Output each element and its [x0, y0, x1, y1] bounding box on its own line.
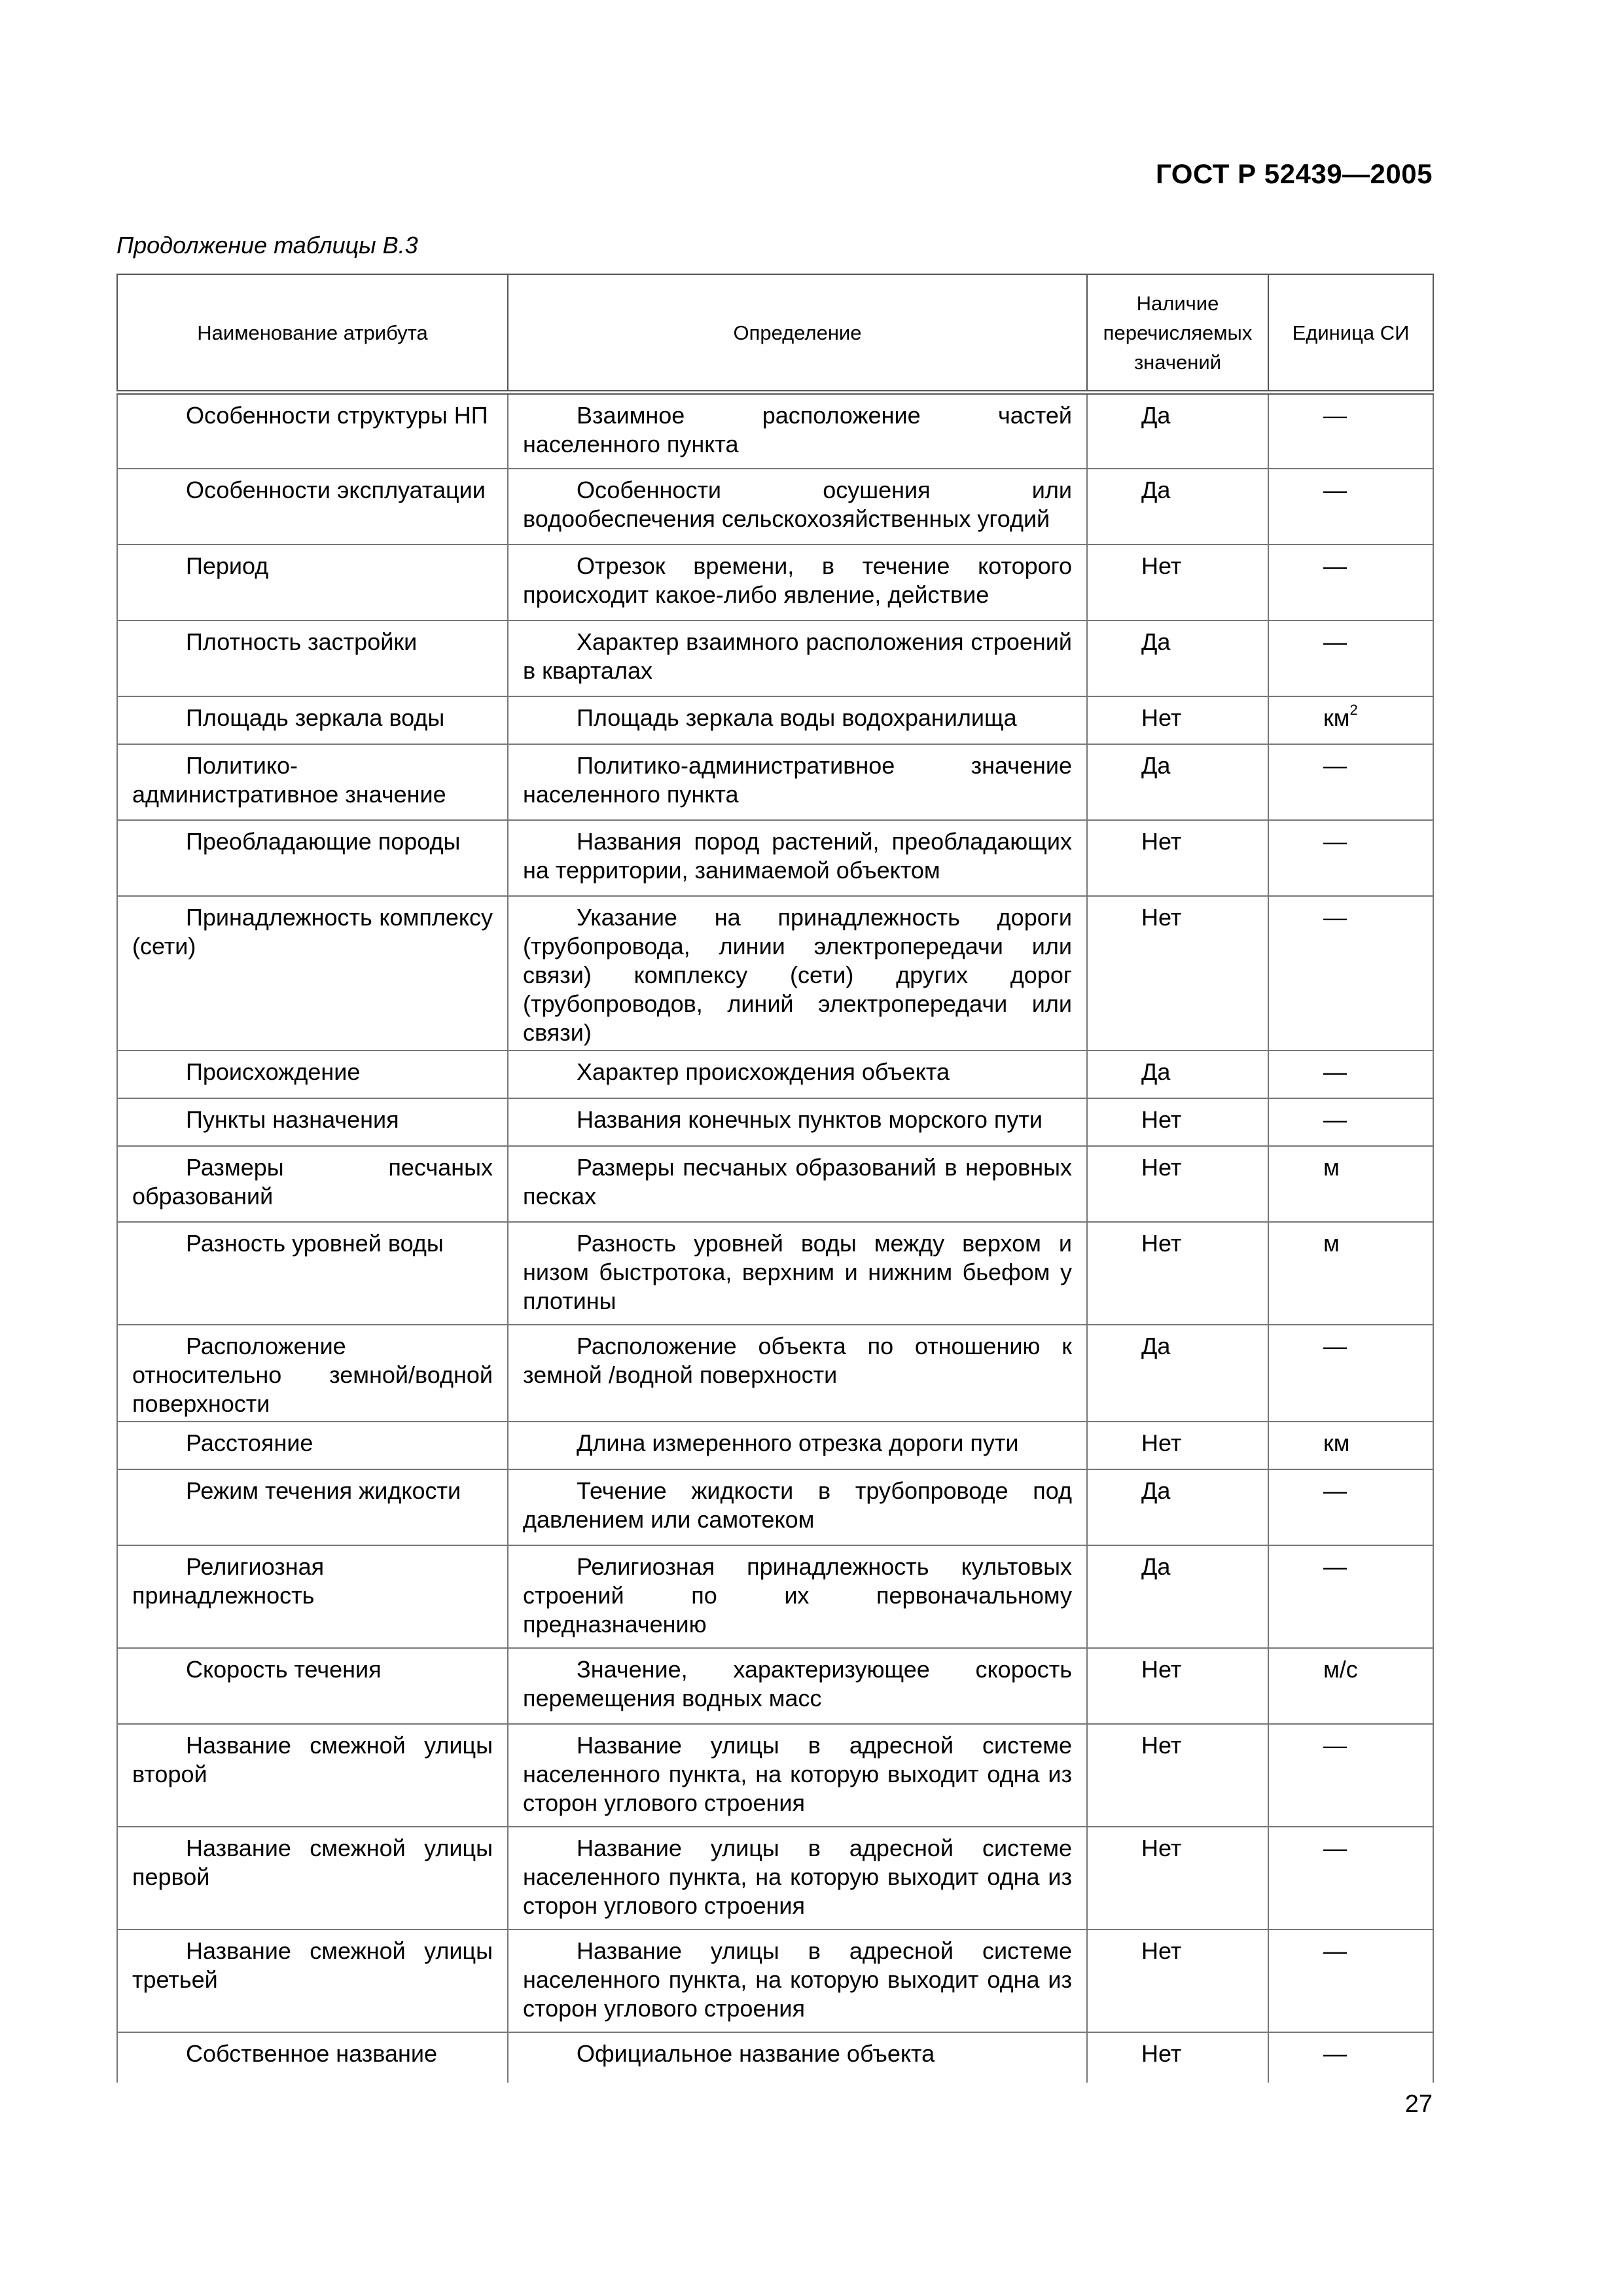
unit-cell	[1268, 1827, 1433, 1929]
attribute-name-cell-text: Размеры песчаных образований	[132, 1153, 493, 1210]
definition-cell-text: Отрезок времени, в течение которого происходит какое-либо явление, действие	[523, 552, 1072, 608]
enumerated-cell-text: Нет	[1141, 1655, 1182, 1683]
unit-cell	[1268, 1050, 1433, 1098]
attribute-name-cell-text: Расстояние	[186, 1429, 313, 1456]
enumerated-cell	[1087, 1222, 1268, 1325]
enumerated-cell-text: Да	[1141, 751, 1171, 779]
unit-cell	[1268, 820, 1433, 896]
unit-cell	[1268, 2032, 1433, 2083]
unit-cell	[1268, 1724, 1433, 1827]
attribute-name-cell	[117, 2032, 508, 2083]
definition-cell-text: Разность уровней воды между верхом и низом быстротока, верхним и нижним бьефом у плотины	[523, 1229, 1072, 1314]
attribute-name-cell-text: Название смежной улицы второй	[132, 1731, 493, 1787]
table-header-row	[117, 274, 1433, 393]
unit-cell-text: м	[1323, 1229, 1340, 1257]
definition-cell-text: Указание на принадлежность дороги (трубопровода, линии электропередачи или связи) комплексу (сети) других дорог (трубопроводов, линий электропередачи или связи)	[523, 903, 1072, 1046]
attribute-name-cell-text: Особенности эксплуатации	[186, 476, 486, 503]
definition-cell	[508, 820, 1087, 896]
column-header-enumerated: Наличие перечисляемых значений	[1087, 274, 1268, 393]
column-header-definition: Определение	[508, 274, 1087, 393]
enumerated-cell-text: Да	[1141, 402, 1171, 429]
attribute-name-cell-text: Разность уровней воды	[186, 1229, 444, 1257]
column-header-unit: Единица СИ	[1268, 274, 1433, 393]
enumerated-cell	[1087, 1469, 1268, 1545]
attribute-name-cell	[117, 896, 508, 1050]
definition-cell	[508, 1469, 1087, 1545]
enumerated-cell-text: Нет	[1141, 1834, 1182, 1861]
unit-cell	[1268, 744, 1433, 820]
definition-cell-text: Характер происхождения объекта	[577, 1058, 950, 1085]
standard-code: ГОСТ Р 52439—2005	[1156, 158, 1433, 189]
enumerated-cell	[1087, 1648, 1268, 1724]
unit-cell-text: —	[1323, 1834, 1347, 1861]
definition-cell	[508, 393, 1087, 469]
definition-cell	[508, 696, 1087, 744]
table-row	[117, 1545, 1433, 1648]
unit-cell-text: —	[1323, 1937, 1347, 1964]
definition-cell-text: Длина измеренного отрезка дороги пути	[577, 1429, 1019, 1456]
table-row	[117, 620, 1433, 696]
definition-cell	[508, 896, 1087, 1050]
definition-cell	[508, 1050, 1087, 1098]
table-row	[117, 1469, 1433, 1545]
definition-cell-text: Значение, характеризующее скорость перемещения водных масс	[523, 1655, 1072, 1712]
unit-superscript: 2	[1349, 701, 1358, 718]
unit-cell-text: км	[1323, 1429, 1350, 1456]
definition-cell-text: Название улицы в адресной системе населенного пункта, на которую выходит одна из сторон углового строения	[523, 1834, 1072, 1919]
attribute-name-cell	[117, 1545, 508, 1648]
unit-cell	[1268, 1146, 1433, 1222]
unit-cell	[1268, 545, 1433, 620]
attribute-name-cell	[117, 1146, 508, 1222]
attribute-name-cell	[117, 1325, 508, 1422]
attribute-name-cell-text: Площадь зеркала воды	[186, 704, 445, 731]
attribute-name-cell-text: Собственное название	[186, 2039, 438, 2067]
unit-cell	[1268, 1469, 1433, 1545]
definition-cell	[508, 1222, 1087, 1325]
definition-cell	[508, 2032, 1087, 2083]
attribute-name-cell-text: Расположение относительно земной/водной поверхности	[132, 1332, 493, 1417]
attribute-name-cell	[117, 1222, 508, 1325]
enumerated-cell	[1087, 744, 1268, 820]
unit-cell-text: —	[1323, 476, 1347, 503]
definition-cell-text: Названия пород растений, преобладающих на территории, занимаемой объектом	[523, 827, 1072, 884]
enumerated-cell-text: Нет	[1141, 2039, 1182, 2067]
definition-cell	[508, 620, 1087, 696]
unit-cell-text: —	[1323, 1552, 1347, 1580]
unit-cell-text: —	[1323, 1105, 1347, 1133]
enumerated-cell-text: Да	[1141, 1058, 1171, 1085]
attribute-name-cell	[117, 1098, 508, 1146]
enumerated-cell	[1087, 1422, 1268, 1469]
definition-cell	[508, 1098, 1087, 1146]
definition-cell-text: Религиозная принадлежность культовых строений по их первоначальному предназначению	[523, 1552, 1072, 1638]
attribute-name-cell-text: Название смежной улицы первой	[132, 1834, 493, 1890]
enumerated-cell	[1087, 896, 1268, 1050]
enumerated-cell	[1087, 620, 1268, 696]
enumerated-cell	[1087, 820, 1268, 896]
unit-cell	[1268, 1222, 1433, 1325]
attribute-name-cell	[117, 545, 508, 620]
enumerated-cell	[1087, 545, 1268, 620]
enumerated-cell-text: Нет	[1141, 1229, 1182, 1257]
attribute-name-cell	[117, 744, 508, 820]
table-row	[117, 1929, 1433, 2032]
page-number: 27	[1404, 2090, 1433, 2118]
attribute-name-cell-text: Режим течения жидкости	[186, 1477, 461, 1504]
table-row	[117, 744, 1433, 820]
definition-cell	[508, 1146, 1087, 1222]
definition-cell-text: Политико-административное значение населенного пункта	[523, 751, 1072, 808]
table-row	[117, 2032, 1433, 2083]
attribute-name-cell-text: Название смежной улицы третьей	[132, 1937, 493, 1993]
attribute-name-cell	[117, 1422, 508, 1469]
table-row	[117, 1724, 1433, 1827]
attribute-name-cell-text: Особенности структуры НП	[186, 402, 488, 429]
table-continuation-caption: Продолжение таблицы В.3	[116, 232, 418, 259]
unit-cell-text: —	[1323, 402, 1347, 429]
unit-cell	[1268, 1929, 1433, 2032]
definition-cell	[508, 1325, 1087, 1422]
enumerated-cell-text: Да	[1141, 1332, 1171, 1359]
attribute-name-cell-text: Религиозная принадлежность	[132, 1552, 325, 1609]
attribute-name-cell-text: Политико-административное значение	[132, 751, 446, 808]
definition-cell-text: Названия конечных пунктов морского пути	[577, 1105, 1043, 1133]
attribute-name-cell	[117, 1469, 508, 1545]
enumerated-cell-text: Да	[1141, 1477, 1171, 1504]
definition-cell-text: Название улицы в адресной системе населенного пункта, на которую выходит одна из сторон углового строения	[523, 1937, 1072, 2022]
unit-cell-text: —	[1323, 903, 1347, 931]
definition-cell-text: Взаимное расположение частей населенного пункта	[523, 402, 1072, 457]
definition-cell	[508, 1827, 1087, 1929]
attribute-name-cell	[117, 1929, 508, 2032]
table-row	[117, 1827, 1433, 1929]
definition-cell-text: Название улицы в адресной системе населенного пункта, на которую выходит одна из сторон углового строения	[523, 1731, 1072, 1816]
enumerated-cell-text: Нет	[1141, 1153, 1182, 1181]
attributes-table	[116, 274, 1434, 2083]
attribute-name-cell	[117, 820, 508, 896]
enumerated-cell	[1087, 1050, 1268, 1098]
unit-cell-text: —	[1323, 1058, 1347, 1085]
table-row	[117, 896, 1433, 1050]
enumerated-cell	[1087, 1325, 1268, 1422]
definition-cell-text: Течение жидкости в трубопроводе под давлением или самотеком	[523, 1477, 1072, 1533]
definition-cell-text: Особенности осушения или водообеспечения сельскохозяйственных угодий	[523, 476, 1072, 532]
attribute-name-cell	[117, 620, 508, 696]
attribute-name-cell-text: Скорость течения	[186, 1655, 382, 1683]
enumerated-cell	[1087, 1545, 1268, 1648]
definition-cell	[508, 1545, 1087, 1648]
attribute-name-cell	[117, 393, 508, 469]
attribute-name-cell	[117, 1724, 508, 1827]
enumerated-cell-text: Да	[1141, 1552, 1171, 1580]
attribute-name-cell	[117, 696, 508, 744]
attribute-name-cell-text: Период	[186, 552, 269, 579]
attribute-name-cell-text: Пункты назначения	[186, 1105, 399, 1133]
unit-cell	[1268, 1422, 1433, 1469]
definition-cell-text: Расположение объекта по отношению к земной /водной поверхности	[523, 1332, 1072, 1388]
enumerated-cell-text: Да	[1141, 628, 1171, 655]
table-row	[117, 469, 1433, 545]
enumerated-cell-text: Нет	[1141, 1731, 1182, 1759]
enumerated-cell	[1087, 696, 1268, 744]
enumerated-cell	[1087, 1929, 1268, 2032]
enumerated-cell	[1087, 1724, 1268, 1827]
unit-cell-text: км	[1323, 704, 1350, 731]
unit-cell	[1268, 1648, 1433, 1724]
table-row	[117, 393, 1433, 469]
unit-cell	[1268, 1325, 1433, 1422]
enumerated-cell	[1087, 393, 1268, 469]
attribute-name-cell	[117, 1050, 508, 1098]
definition-cell-text: Площадь зеркала воды водохранилища	[577, 704, 1017, 731]
unit-cell	[1268, 1545, 1433, 1648]
enumerated-cell	[1087, 469, 1268, 545]
definition-cell-text: Характер взаимного расположения строений в кварталах	[523, 628, 1072, 684]
enumerated-cell	[1087, 1827, 1268, 1929]
attribute-name-cell-text: Происхождение	[186, 1058, 361, 1085]
table-row	[117, 1050, 1433, 1098]
table-row	[117, 1422, 1433, 1469]
unit-cell-text: —	[1323, 1332, 1347, 1359]
definition-cell	[508, 1929, 1087, 2032]
unit-cell-text: —	[1323, 751, 1347, 779]
unit-cell-text: —	[1323, 1731, 1347, 1759]
attribute-name-cell	[117, 1648, 508, 1724]
table-body	[117, 393, 1433, 2083]
unit-cell-text: —	[1323, 628, 1347, 655]
table-row	[117, 1222, 1433, 1325]
table-row	[117, 1648, 1433, 1724]
unit-cell	[1268, 696, 1433, 744]
definition-cell	[508, 545, 1087, 620]
enumerated-cell-text: Нет	[1141, 827, 1182, 855]
unit-cell-text: м	[1323, 1153, 1340, 1181]
enumerated-cell-text: Нет	[1141, 1937, 1182, 1964]
table-row	[117, 1325, 1433, 1422]
enumerated-cell-text: Нет	[1141, 704, 1182, 731]
table-row	[117, 545, 1433, 620]
unit-cell	[1268, 469, 1433, 545]
enumerated-cell-text: Да	[1141, 476, 1171, 503]
table-row	[117, 1146, 1433, 1222]
column-header-name: Наименование атрибута	[117, 274, 508, 393]
enumerated-cell	[1087, 1146, 1268, 1222]
attribute-name-cell	[117, 469, 508, 545]
unit-cell-text: —	[1323, 827, 1347, 855]
unit-cell	[1268, 896, 1433, 1050]
unit-cell-text: м/с	[1323, 1655, 1358, 1683]
unit-cell-text: —	[1323, 1477, 1347, 1504]
attribute-name-cell-text: Плотность застройки	[186, 628, 418, 655]
enumerated-cell-text: Нет	[1141, 903, 1182, 931]
unit-cell	[1268, 393, 1433, 469]
definition-cell	[508, 1724, 1087, 1827]
unit-cell	[1268, 620, 1433, 696]
attribute-name-cell-text: Принадлежность комплексу (сети)	[132, 903, 493, 960]
definition-cell	[508, 1648, 1087, 1724]
unit-cell	[1268, 1098, 1433, 1146]
enumerated-cell-text: Нет	[1141, 552, 1182, 579]
enumerated-cell	[1087, 1098, 1268, 1146]
table-row	[117, 1098, 1433, 1146]
unit-cell-text: —	[1323, 552, 1347, 579]
table-row	[117, 820, 1433, 896]
definition-cell	[508, 744, 1087, 820]
definition-cell-text: Официальное название объекта	[577, 2039, 935, 2067]
definition-cell-text: Размеры песчаных образований в неровных песках	[523, 1153, 1072, 1210]
definition-cell	[508, 469, 1087, 545]
enumerated-cell	[1087, 2032, 1268, 2083]
definition-cell	[508, 1422, 1087, 1469]
enumerated-cell-text: Нет	[1141, 1429, 1182, 1456]
table-row	[117, 696, 1433, 744]
attribute-name-cell	[117, 1827, 508, 1929]
enumerated-cell-text: Нет	[1141, 1105, 1182, 1133]
attribute-name-cell-text: Преобладающие породы	[186, 827, 461, 855]
unit-cell-text: —	[1323, 2039, 1347, 2067]
